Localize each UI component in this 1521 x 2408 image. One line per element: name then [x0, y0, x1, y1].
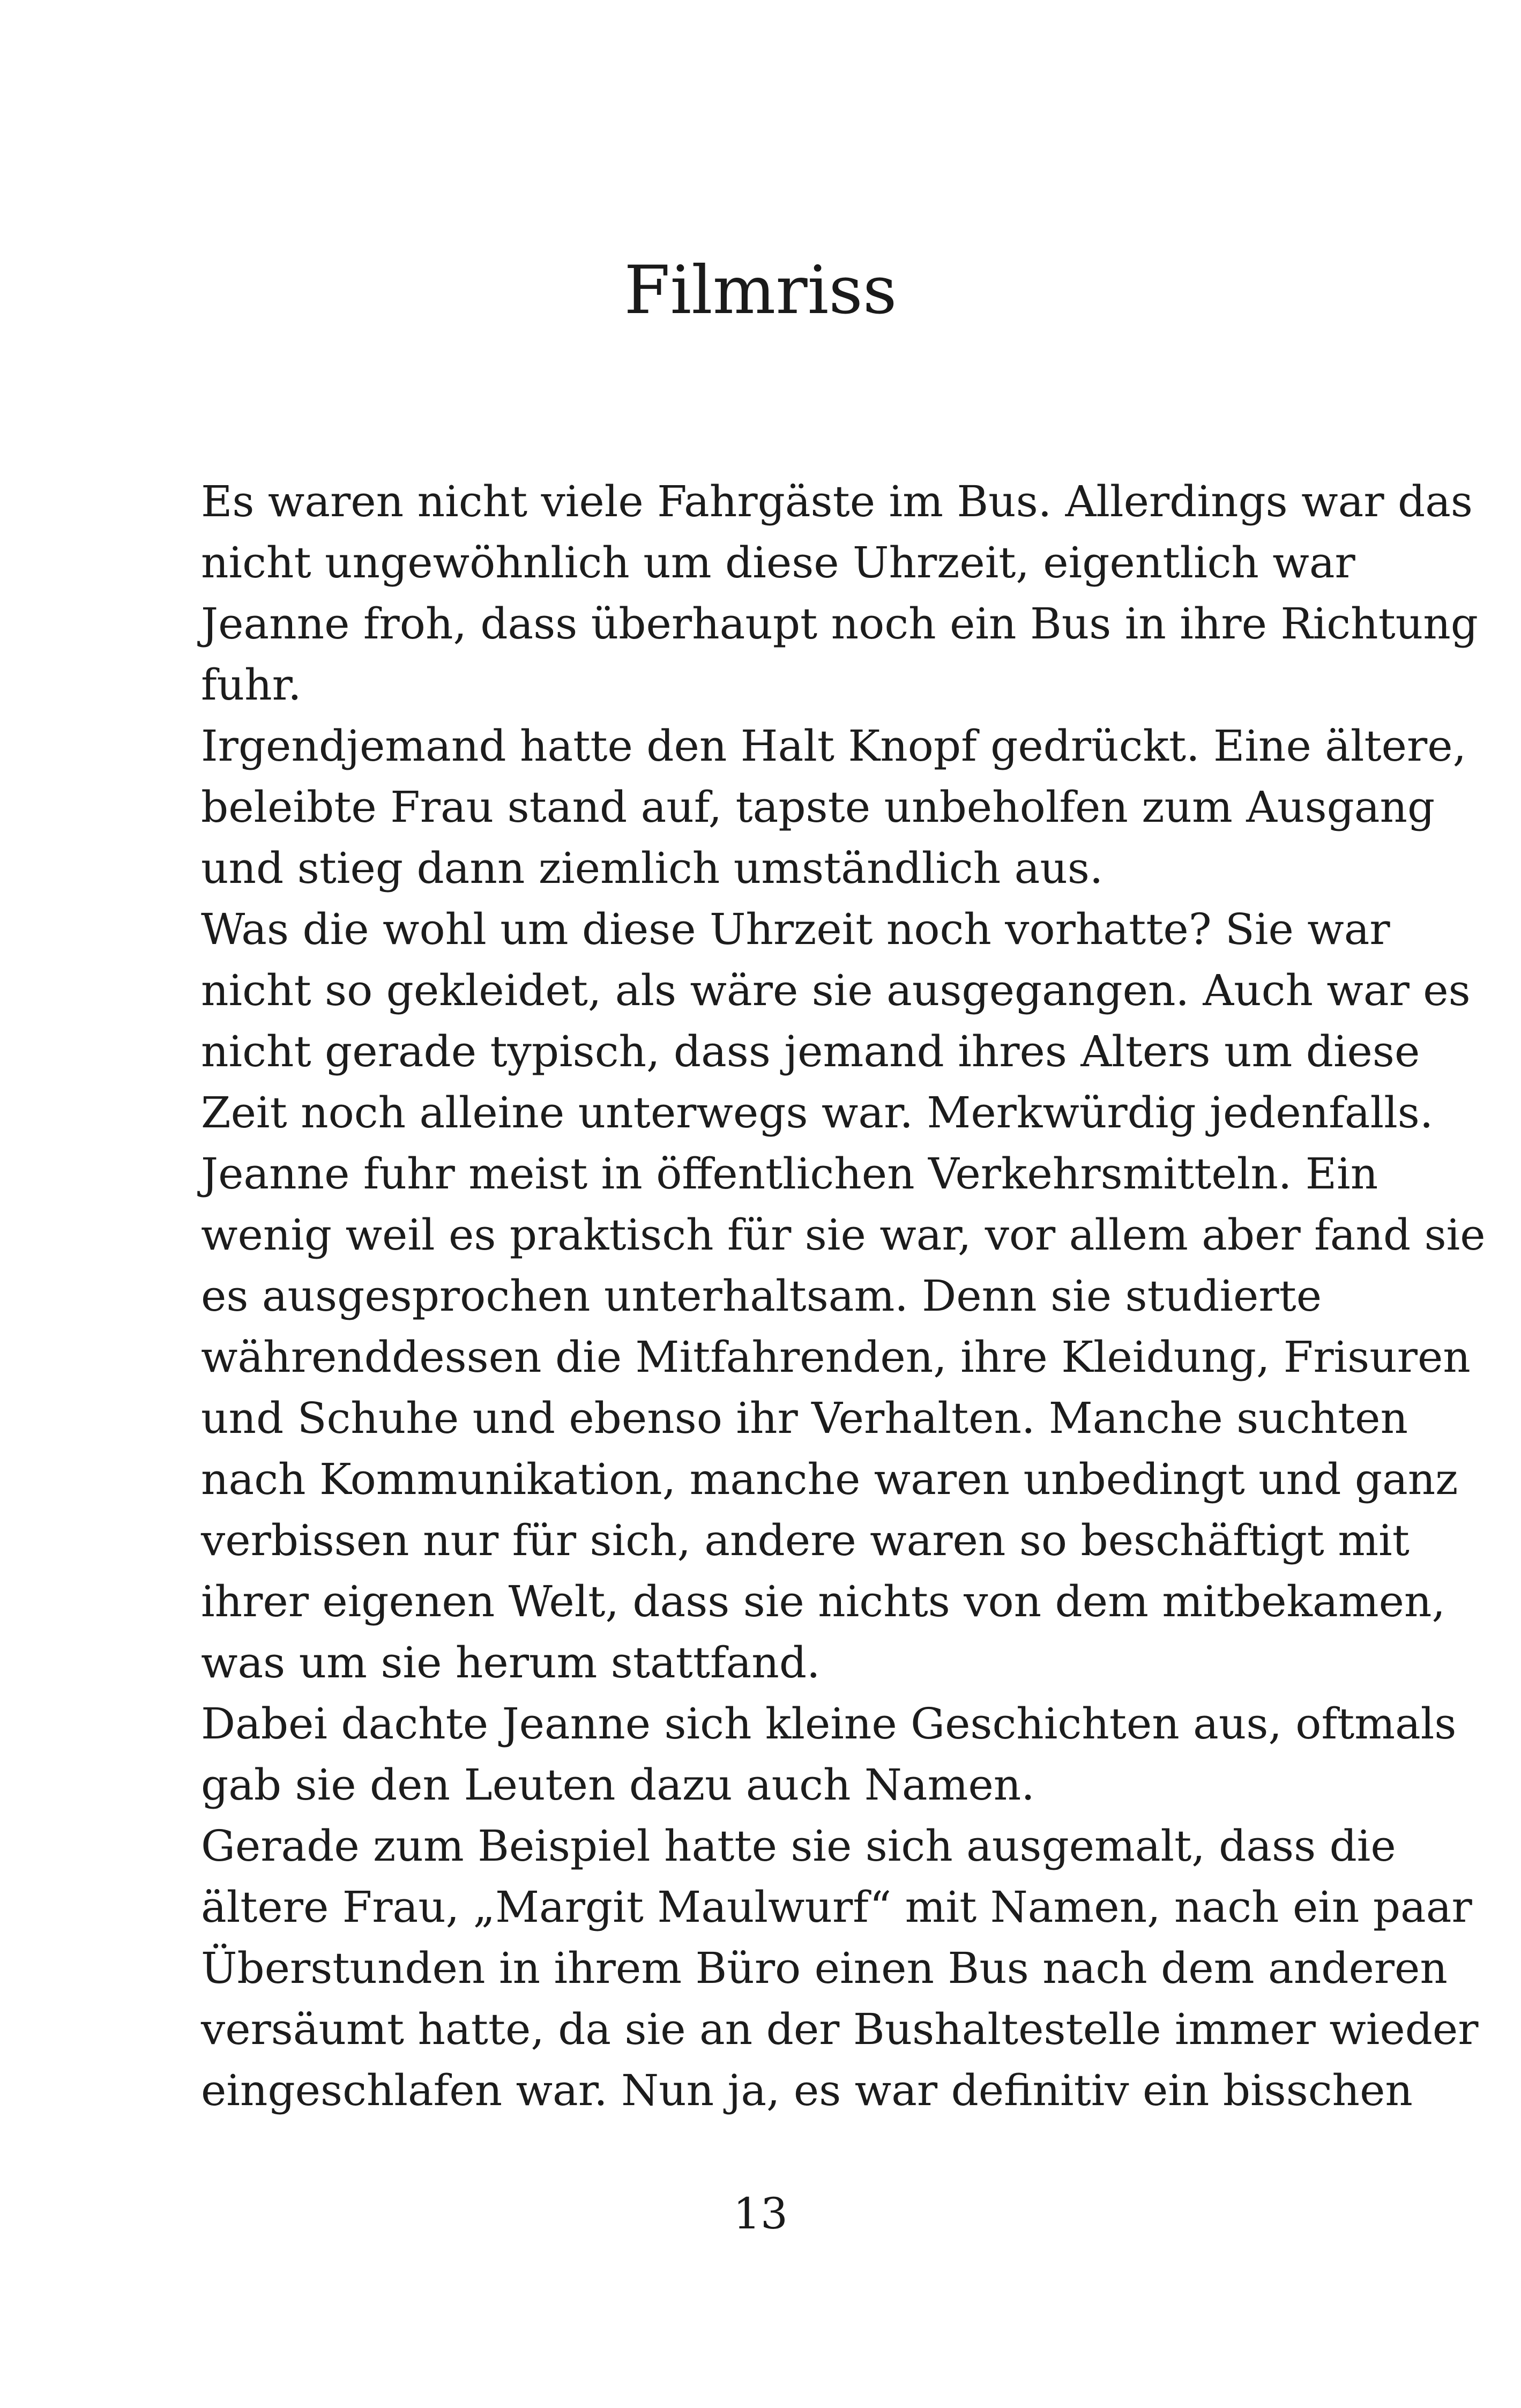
text-line: Dabei dachte Jeanne sich kleine Geschichten aus, oftmals — [201, 1699, 1457, 1749]
text-line: nicht so gekleidet, als wäre sie ausgegangen. Auch war es — [201, 965, 1471, 1015]
text-line: und stieg dann ziemlich umständlich aus. — [201, 843, 1104, 893]
text-line: Was die wohl um diese Uhrzeit noch vorhatte? Sie war — [201, 904, 1390, 954]
text-line: Jeanne froh, dass überhaupt noch ein Bus in ihre Richtung — [201, 599, 1478, 649]
text-line: nicht ungewöhnlich um diese Uhrzeit, eigentlich war — [201, 538, 1355, 588]
text-line: eingeschlafen war. Nun ja, es war definitiv ein bisschen — [201, 2065, 1413, 2115]
text-line: Irgendjemand hatte den Halt Knopf gedrückt. Eine ältere, — [201, 721, 1467, 771]
text-line: Zeit noch alleine unterwegs war. Merkwürdig jedenfalls. — [201, 1088, 1434, 1138]
text-line: und Schuhe und ebenso ihr Verhalten. Manche suchten — [201, 1393, 1408, 1443]
text-line: wenig weil es praktisch für sie war, vor allem aber fand sie — [201, 1210, 1486, 1260]
text-line: Überstunden in ihrem Büro einen Bus nach dem anderen — [201, 1943, 1448, 1993]
text-line: währenddessen die Mitfahrenden, ihre Kleidung, Frisuren — [201, 1332, 1471, 1382]
text-line: was um sie herum stattfand. — [201, 1638, 821, 1688]
text-line: Es waren nicht viele Fahrgäste im Bus. Allerdings war das — [201, 477, 1473, 526]
text-line: ihrer eigenen Welt, dass sie nichts von dem mitbekamen, — [201, 1577, 1445, 1626]
text-line: nach Kommunikation, manche waren unbedingt und ganz — [201, 1454, 1458, 1504]
text-line: Gerade zum Beispiel hatte sie sich ausgemalt, dass die — [201, 1821, 1396, 1871]
text-line: ältere Frau, „Margit Maulwurf“ mit Namen, nach ein paar — [201, 1882, 1472, 1932]
text-line: es ausgesprochen unterhaltsam. Denn sie studierte — [201, 1271, 1322, 1321]
text-line: versäumt hatte, da sie an der Bushaltestelle immer wieder — [201, 2004, 1479, 2054]
text-line: fuhr. — [201, 660, 302, 710]
body-text — [201, 471, 1486, 2121]
text-line: beleibte Frau stand auf, tapste unbeholfen zum Ausgang — [201, 782, 1435, 832]
text-line: Jeanne fuhr meist in öffentlichen Verkehrsmitteln. Ein — [201, 1149, 1378, 1199]
text-line: nicht gerade typisch, dass jemand ihres Alters um diese — [201, 1027, 1420, 1076]
text-line: verbissen nur für sich, andere waren so beschäftigt mit — [201, 1515, 1410, 1565]
chapter-title: Filmriss — [624, 252, 897, 329]
text-line: gab sie den Leuten dazu auch Namen. — [201, 1760, 1035, 1810]
page-number: 13 — [733, 2189, 788, 2239]
